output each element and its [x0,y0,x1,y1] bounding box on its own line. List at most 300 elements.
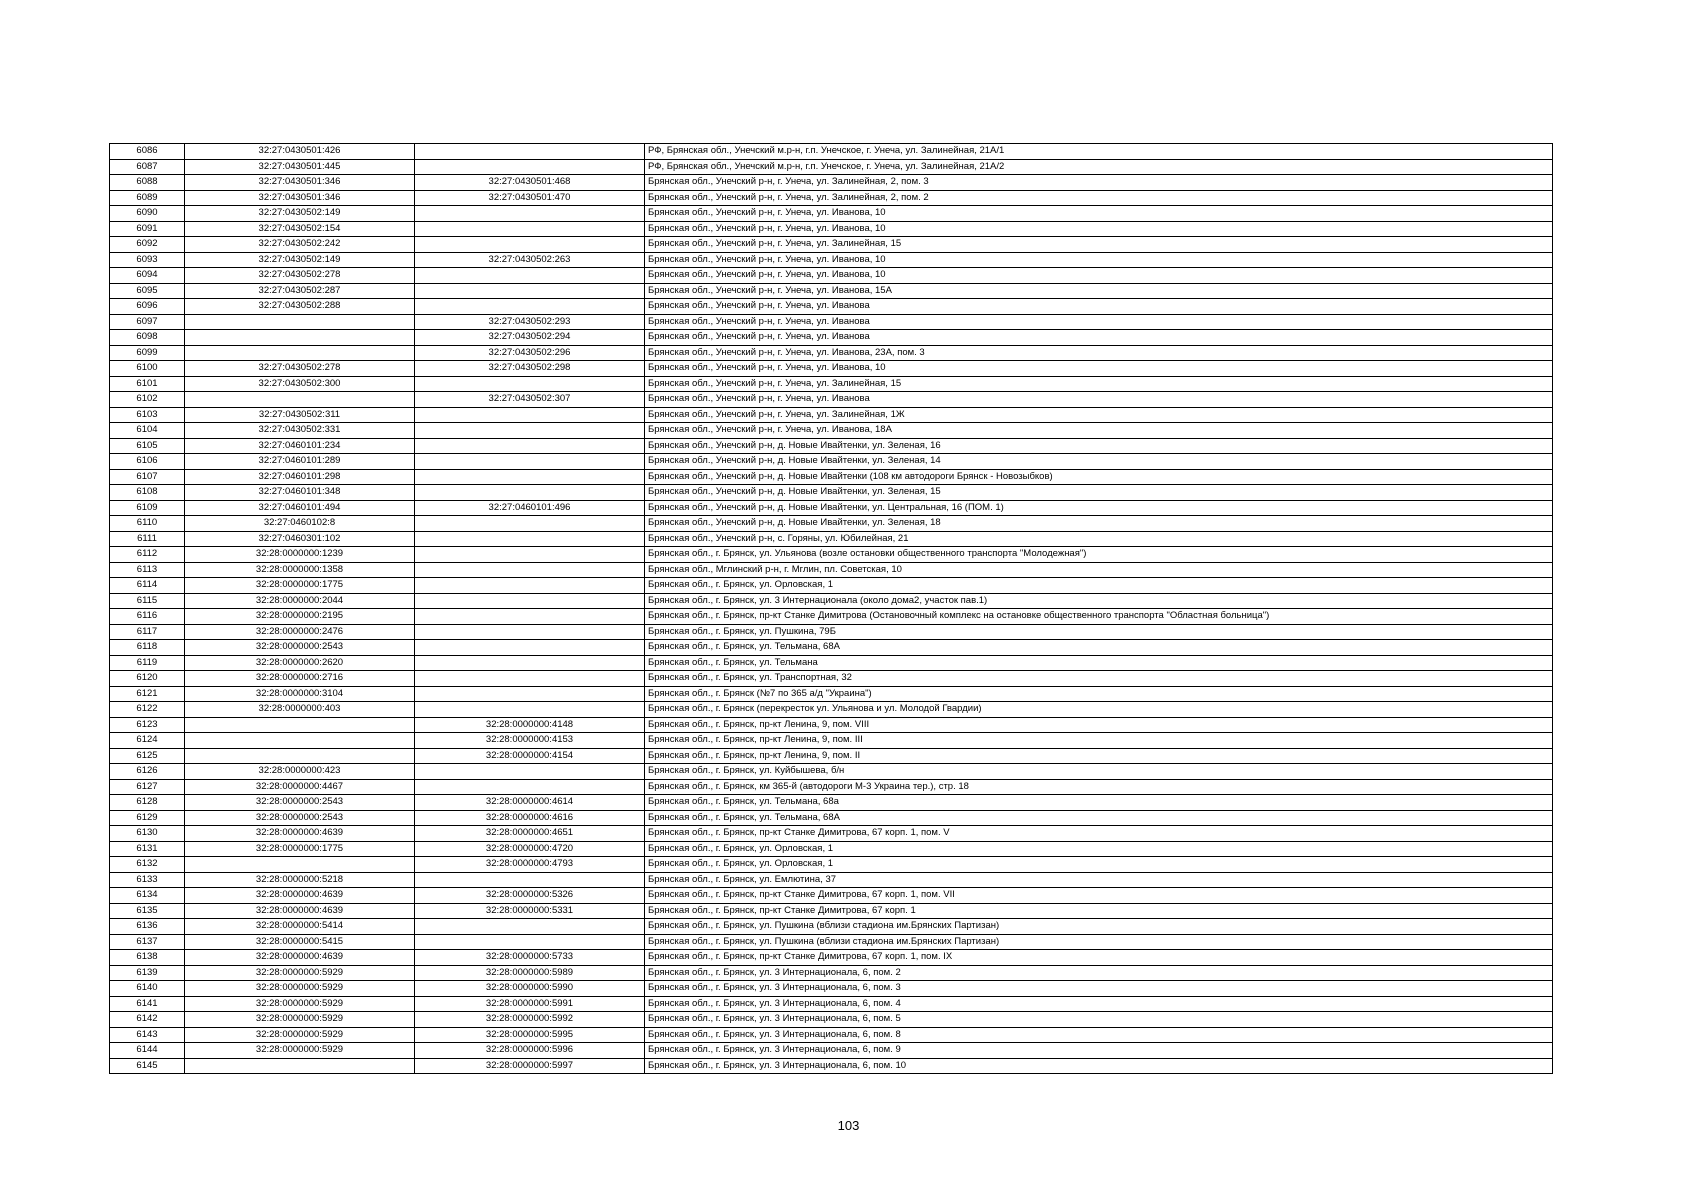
register-table-body [110,144,1553,1074]
cadastral-number-cell: 32:27:0460102:8 [185,516,415,532]
address-cell: Брянская обл., г. Брянск, пр-кт Станке Димитрова, 67 корп. 1, пом. VII [645,888,1553,904]
sub-object-number-cell: 32:28:0000000:4154 [415,748,645,764]
table-row [110,144,1553,160]
row-number-cell: 6104 [110,423,185,439]
table-row [110,872,1553,888]
address-cell: РФ, Брянская обл., Унечский м.р-н, г.п. Унечское, г. Унеча, ул. Залинейная, 21А/1 [645,144,1553,160]
row-number-cell: 6093 [110,252,185,268]
sub-object-number-cell [415,206,645,222]
cadastral-number-cell [185,733,415,749]
address-cell: Брянская обл., Унечский р-н, г. Унеча, ул. Иванова [645,299,1553,315]
row-number-cell: 6119 [110,655,185,671]
address-cell: Брянская обл., г. Брянск, ул. Пушкина (вблизи стадиона им.Брянских Партизан) [645,934,1553,950]
sub-object-number-cell: 32:28:0000000:5331 [415,903,645,919]
table-row [110,578,1553,594]
cadastral-number-cell: 32:27:0430501:426 [185,144,415,160]
table-row [110,702,1553,718]
cadastral-number-cell [185,717,415,733]
row-number-cell: 6094 [110,268,185,284]
cadastral-number-cell: 32:27:0430502:311 [185,407,415,423]
address-cell: Брянская обл., г. Брянск, ул. 3 Интернационала, 6, пом. 2 [645,965,1553,981]
table-row [110,500,1553,516]
sub-object-number-cell: 32:28:0000000:5326 [415,888,645,904]
address-cell: Брянская обл., Унечский р-н, г. Унеча, ул. Иванова, 10 [645,268,1553,284]
cadastral-number-cell: 32:28:0000000:2543 [185,795,415,811]
table-row [110,1043,1553,1059]
table-row [110,562,1553,578]
row-number-cell: 6106 [110,454,185,470]
sub-object-number-cell [415,283,645,299]
table-row [110,624,1553,640]
address-cell: Брянская обл., Унечский р-н, г. Унеча, ул. Иванова [645,392,1553,408]
table-row [110,655,1553,671]
table-row [110,934,1553,950]
sub-object-number-cell: 32:28:0000000:5990 [415,981,645,997]
sub-object-number-cell [415,485,645,501]
sub-object-number-cell [415,438,645,454]
address-cell: Брянская обл., Унечский р-н, г. Унеча, ул. Залинейная, 15 [645,237,1553,253]
row-number-cell: 6127 [110,779,185,795]
cadastral-number-cell: 32:28:0000000:423 [185,764,415,780]
row-number-cell: 6112 [110,547,185,563]
row-number-cell: 6091 [110,221,185,237]
cadastral-number-cell: 32:28:0000000:2543 [185,640,415,656]
cadastral-number-cell: 32:27:0430501:445 [185,159,415,175]
table-row [110,795,1553,811]
sub-object-number-cell [415,407,645,423]
address-cell: Брянская обл., г. Брянск, ул. 3 Интернационала, 6, пом. 10 [645,1058,1553,1074]
cadastral-number-cell: 32:28:0000000:1775 [185,841,415,857]
table-row [110,361,1553,377]
cadastral-number-cell: 32:28:0000000:4639 [185,826,415,842]
sub-object-number-cell: 32:27:0430502:293 [415,314,645,330]
table-row [110,764,1553,780]
sub-object-number-cell [415,671,645,687]
address-cell: Брянская обл., Унечский р-н, г. Унеча, ул. Иванова [645,314,1553,330]
row-number-cell: 6088 [110,175,185,191]
table-row [110,593,1553,609]
row-number-cell: 6140 [110,981,185,997]
table-row [110,733,1553,749]
row-number-cell: 6139 [110,965,185,981]
sub-object-number-cell [415,640,645,656]
sub-object-number-cell [415,578,645,594]
address-cell: Брянская обл., г. Брянск, ул. Транспортная, 32 [645,671,1553,687]
sub-object-number-cell [415,934,645,950]
sub-object-number-cell [415,919,645,935]
address-cell: Брянская обл., г. Брянск, ул. Куйбышева, б/н [645,764,1553,780]
row-number-cell: 6113 [110,562,185,578]
sub-object-number-cell: 32:28:0000000:5733 [415,950,645,966]
table-row [110,407,1553,423]
cadastral-number-cell: 32:28:0000000:2620 [185,655,415,671]
address-cell: Брянская обл., г. Брянск, ул. Орловская, 1 [645,857,1553,873]
cadastral-number-cell: 32:28:0000000:1239 [185,547,415,563]
cadastral-number-cell: 32:28:0000000:4639 [185,950,415,966]
address-cell: Брянская обл., г. Брянск, пр-кт Станке Димитрова, 67 корп. 1, пом. IX [645,950,1553,966]
address-cell: Брянская обл., г. Брянск, ул. Тельмана [645,655,1553,671]
address-cell: Брянская обл., Унечский р-н, д. Новые Ивайтенки, ул. Зеленая, 14 [645,454,1553,470]
table-row [110,686,1553,702]
row-number-cell: 6095 [110,283,185,299]
cadastral-number-cell: 32:27:0430502:288 [185,299,415,315]
table-row [110,314,1553,330]
row-number-cell: 6144 [110,1043,185,1059]
row-number-cell: 6141 [110,996,185,1012]
address-cell: Брянская обл., Унечский р-н, д. Новые Ивайтенки, ул. Зеленая, 18 [645,516,1553,532]
cadastral-number-cell: 32:27:0460101:234 [185,438,415,454]
cadastral-number-cell: 32:27:0430502:149 [185,252,415,268]
row-number-cell: 6103 [110,407,185,423]
row-number-cell: 6126 [110,764,185,780]
row-number-cell: 6135 [110,903,185,919]
row-number-cell: 6102 [110,392,185,408]
table-row [110,1027,1553,1043]
cadastral-number-cell: 32:27:0460301:102 [185,531,415,547]
sub-object-number-cell: 32:28:0000000:4148 [415,717,645,733]
sub-object-number-cell [415,609,645,625]
address-cell: Брянская обл., Унечский р-н, г. Унеча, ул. Иванова, 10 [645,361,1553,377]
row-number-cell: 6131 [110,841,185,857]
address-cell: Брянская обл., г. Брянск, пр-кт Станке Димитрова (Остановочный комплекс на остановке общественного транспорта "Областная больница") [645,609,1553,625]
cadastral-number-cell [185,330,415,346]
row-number-cell: 6108 [110,485,185,501]
sub-object-number-cell: 32:27:0430502:263 [415,252,645,268]
sub-object-number-cell: 32:27:0460101:496 [415,500,645,516]
cadastral-number-cell: 32:28:0000000:403 [185,702,415,718]
sub-object-number-cell: 32:28:0000000:4793 [415,857,645,873]
address-cell: Брянская обл., г. Брянск (№7 по 365 а/д "Украина") [645,686,1553,702]
cadastral-number-cell: 32:27:0430502:331 [185,423,415,439]
cadastral-number-cell: 32:27:0430502:242 [185,237,415,253]
row-number-cell: 6086 [110,144,185,160]
cadastral-number-cell: 32:27:0460101:348 [185,485,415,501]
cadastral-number-cell: 32:27:0430502:278 [185,361,415,377]
property-register-table [109,143,1553,1074]
cadastral-number-cell: 32:28:0000000:5218 [185,872,415,888]
table-row [110,888,1553,904]
table-row [110,268,1553,284]
row-number-cell: 6129 [110,810,185,826]
table-row [110,981,1553,997]
table-row [110,392,1553,408]
address-cell: Брянская обл., Унечский р-н, г. Унеча, ул. Залинейная, 15 [645,376,1553,392]
address-cell: Брянская обл., г. Брянск, ул. 3 Интернационала, 6, пом. 5 [645,1012,1553,1028]
cadastral-number-cell: 32:28:0000000:5929 [185,1012,415,1028]
table-row [110,438,1553,454]
row-number-cell: 6121 [110,686,185,702]
cadastral-number-cell: 32:28:0000000:5929 [185,965,415,981]
address-cell: Брянская обл., г. Брянск, пр-кт Станке Димитрова, 67 корп. 1 [645,903,1553,919]
table-row [110,516,1553,532]
address-cell: Брянская обл., г. Брянск, ул. 3 Интернационала, 6, пом. 9 [645,1043,1553,1059]
cadastral-number-cell: 32:28:0000000:5414 [185,919,415,935]
address-cell: Брянская обл., Унечский р-н, г. Унеча, ул. Залинейная, 1Ж [645,407,1553,423]
table-row [110,717,1553,733]
row-number-cell: 6133 [110,872,185,888]
address-cell: Брянская обл., г. Брянск, ул. Ульянова (возле остановки общественного транспорта "Молодежная") [645,547,1553,563]
table-row [110,857,1553,873]
sub-object-number-cell [415,624,645,640]
sub-object-number-cell: 32:27:0430501:470 [415,190,645,206]
address-cell: Брянская обл., г. Брянск, ул. Емлютина, 37 [645,872,1553,888]
table-row [110,221,1553,237]
cadastral-number-cell: 32:28:0000000:2543 [185,810,415,826]
row-number-cell: 6087 [110,159,185,175]
row-number-cell: 6124 [110,733,185,749]
row-number-cell: 6125 [110,748,185,764]
sub-object-number-cell: 32:28:0000000:4651 [415,826,645,842]
sub-object-number-cell [415,686,645,702]
sub-object-number-cell: 32:27:0430502:307 [415,392,645,408]
cadastral-number-cell: 32:27:0430501:346 [185,175,415,191]
address-cell: Брянская обл., Мглинский р-н, г. Мглин, пл. Советская, 10 [645,562,1553,578]
sub-object-number-cell [415,779,645,795]
address-cell: Брянская обл., г. Брянск, ул. Тельмана, 68А [645,640,1553,656]
table-row [110,159,1553,175]
row-number-cell: 6122 [110,702,185,718]
table-row [110,206,1553,222]
address-cell: Брянская обл., г. Брянск, км 365-й (автодороги М-3 Украина тер.), стр. 18 [645,779,1553,795]
sub-object-number-cell [415,469,645,485]
address-cell: Брянская обл., Унечский р-н, г. Унеча, ул. Иванова, 15А [645,283,1553,299]
address-cell: Брянская обл., Унечский р-н, д. Новые Ивайтенки, ул. Центральная, 16 (ПОМ. 1) [645,500,1553,516]
table-row [110,299,1553,315]
sub-object-number-cell: 32:28:0000000:5989 [415,965,645,981]
cadastral-number-cell [185,314,415,330]
table-row [110,919,1553,935]
sub-object-number-cell [415,547,645,563]
table-row [110,345,1553,361]
cadastral-number-cell: 32:28:0000000:5929 [185,996,415,1012]
table-row [110,810,1553,826]
table-row [110,950,1553,966]
table-row [110,252,1553,268]
cadastral-number-cell: 32:28:0000000:5929 [185,1043,415,1059]
address-cell: Брянская обл., Унечский р-н, д. Новые Ивайтенки, ул. Зеленая, 15 [645,485,1553,501]
table-row [110,671,1553,687]
address-cell: Брянская обл., г. Брянск, ул. 3 Интернационала, 6, пом. 8 [645,1027,1553,1043]
row-number-cell: 6123 [110,717,185,733]
table-row [110,175,1553,191]
row-number-cell: 6115 [110,593,185,609]
row-number-cell: 6105 [110,438,185,454]
sub-object-number-cell [415,268,645,284]
address-cell: РФ, Брянская обл., Унечский м.р-н, г.п. Унечское, г. Унеча, ул. Залинейная, 21А/2 [645,159,1553,175]
address-cell: Брянская обл., Унечский р-н, г. Унеча, ул. Залинейная, 2, пом. 3 [645,175,1553,191]
address-cell: Брянская обл., г. Брянск, пр-кт Ленина, 9, пом. II [645,748,1553,764]
row-number-cell: 6137 [110,934,185,950]
sub-object-number-cell: 32:28:0000000:4153 [415,733,645,749]
row-number-cell: 6128 [110,795,185,811]
sub-object-number-cell [415,376,645,392]
table-row [110,237,1553,253]
row-number-cell: 6107 [110,469,185,485]
address-cell: Брянская обл., г. Брянск, ул. Орловская, 1 [645,578,1553,594]
sub-object-number-cell [415,764,645,780]
sub-object-number-cell [415,454,645,470]
table-row [110,640,1553,656]
row-number-cell: 6142 [110,1012,185,1028]
cadastral-number-cell [185,748,415,764]
address-cell: Брянская обл., Унечский р-н, с. Горяны, ул. Юбилейная, 21 [645,531,1553,547]
address-cell: Брянская обл., Унечский р-н, г. Унеча, ул. Иванова, 18А [645,423,1553,439]
cadastral-number-cell: 32:27:0460101:298 [185,469,415,485]
row-number-cell: 6109 [110,500,185,516]
cadastral-number-cell: 32:28:0000000:2716 [185,671,415,687]
row-number-cell: 6110 [110,516,185,532]
sub-object-number-cell: 32:27:0430502:296 [415,345,645,361]
table-row [110,330,1553,346]
sub-object-number-cell: 32:28:0000000:4614 [415,795,645,811]
cadastral-number-cell: 32:28:0000000:1775 [185,578,415,594]
cadastral-number-cell: 32:28:0000000:3104 [185,686,415,702]
row-number-cell: 6099 [110,345,185,361]
row-number-cell: 6136 [110,919,185,935]
address-cell: Брянская обл., г. Брянск, ул. 3 Интернационала, 6, пом. 4 [645,996,1553,1012]
row-number-cell: 6143 [110,1027,185,1043]
table-row [110,779,1553,795]
sub-object-number-cell [415,516,645,532]
table-row [110,283,1553,299]
address-cell: Брянская обл., Унечский р-н, д. Новые Ивайтенки (108 км автодороги Брянск - Новозыбков) [645,469,1553,485]
address-cell: Брянская обл., г. Брянск, пр-кт Ленина, 9, пом. III [645,733,1553,749]
address-cell: Брянская обл., г. Брянск, ул. Тельмана, 68А [645,810,1553,826]
table-row [110,454,1553,470]
table-row [110,485,1553,501]
table-row [110,748,1553,764]
table-row [110,1058,1553,1074]
row-number-cell: 6116 [110,609,185,625]
sub-object-number-cell [415,872,645,888]
cadastral-number-cell: 32:27:0430502:149 [185,206,415,222]
cadastral-number-cell: 32:28:0000000:2476 [185,624,415,640]
address-cell: Брянская обл., г. Брянск (перекресток ул. Ульянова и ул. Молодой Гвардии) [645,702,1553,718]
sub-object-number-cell: 32:27:0430502:294 [415,330,645,346]
sub-object-number-cell [415,159,645,175]
cadastral-number-cell [185,392,415,408]
address-cell: Брянская обл., Унечский р-н, г. Унеча, ул. Иванова [645,330,1553,346]
row-number-cell: 6130 [110,826,185,842]
cadastral-number-cell: 32:28:0000000:5929 [185,981,415,997]
cadastral-number-cell: 32:28:0000000:2044 [185,593,415,609]
cadastral-number-cell: 32:27:0430502:287 [185,283,415,299]
row-number-cell: 6092 [110,237,185,253]
table-row [110,469,1553,485]
sub-object-number-cell: 32:28:0000000:4720 [415,841,645,857]
sub-object-number-cell: 32:28:0000000:5996 [415,1043,645,1059]
cadastral-number-cell: 32:28:0000000:1358 [185,562,415,578]
address-cell: Брянская обл., г. Брянск, ул. Тельмана, 68а [645,795,1553,811]
row-number-cell: 6118 [110,640,185,656]
address-cell: Брянская обл., г. Брянск, ул. Пушкина (вблизи стадиона им.Брянских Партизан) [645,919,1553,935]
table-row [110,826,1553,842]
row-number-cell: 6138 [110,950,185,966]
table-row [110,1012,1553,1028]
cadastral-number-cell [185,1058,415,1074]
row-number-cell: 6132 [110,857,185,873]
address-cell: Брянская обл., Унечский р-н, г. Унеча, ул. Иванова, 10 [645,221,1553,237]
row-number-cell: 6101 [110,376,185,392]
address-cell: Брянская обл., г. Брянск, пр-кт Станке Димитрова, 67 корп. 1, пом. V [645,826,1553,842]
sub-object-number-cell [415,237,645,253]
row-number-cell: 6145 [110,1058,185,1074]
row-number-cell: 6097 [110,314,185,330]
sub-object-number-cell [415,655,645,671]
table-row [110,965,1553,981]
page-number: 103 [837,1118,860,1133]
row-number-cell: 6120 [110,671,185,687]
cadastral-number-cell: 32:28:0000000:4639 [185,888,415,904]
row-number-cell: 6117 [110,624,185,640]
row-number-cell: 6100 [110,361,185,377]
cadastral-number-cell: 32:27:0430502:278 [185,268,415,284]
row-number-cell: 6090 [110,206,185,222]
address-cell: Брянская обл., г. Брянск, ул. Пушкина, 79Б [645,624,1553,640]
address-cell: Брянская обл., г. Брянск, ул. Орловская, 1 [645,841,1553,857]
row-number-cell: 6111 [110,531,185,547]
sub-object-number-cell: 32:27:0430502:298 [415,361,645,377]
table-row [110,376,1553,392]
cadastral-number-cell: 32:28:0000000:5415 [185,934,415,950]
row-number-cell: 6114 [110,578,185,594]
table-row [110,423,1553,439]
cadastral-number-cell: 32:28:0000000:5929 [185,1027,415,1043]
sub-object-number-cell [415,423,645,439]
sub-object-number-cell: 32:28:0000000:4616 [415,810,645,826]
table-row [110,841,1553,857]
cadastral-number-cell: 32:27:0430501:346 [185,190,415,206]
table-row [110,609,1553,625]
address-cell: Брянская обл., Унечский р-н, г. Унеча, ул. Залинейная, 2, пом. 2 [645,190,1553,206]
table-row [110,190,1553,206]
address-cell: Брянская обл., Унечский р-н, г. Унеча, ул. Иванова, 10 [645,252,1553,268]
cadastral-number-cell [185,345,415,361]
sub-object-number-cell: 32:28:0000000:5991 [415,996,645,1012]
cadastral-number-cell: 32:27:0460101:289 [185,454,415,470]
address-cell: Брянская обл., Унечский р-н, г. Унеча, ул. Иванова, 10 [645,206,1553,222]
address-cell: Брянская обл., г. Брянск, пр-кт Ленина, 9, пом. VIII [645,717,1553,733]
sub-object-number-cell [415,531,645,547]
sub-object-number-cell [415,221,645,237]
sub-object-number-cell: 32:28:0000000:5995 [415,1027,645,1043]
cadastral-number-cell: 32:27:0460101:494 [185,500,415,516]
row-number-cell: 6134 [110,888,185,904]
sub-object-number-cell [415,702,645,718]
row-number-cell: 6098 [110,330,185,346]
sub-object-number-cell: 32:28:0000000:5997 [415,1058,645,1074]
row-number-cell: 6096 [110,299,185,315]
cadastral-number-cell [185,857,415,873]
table-row [110,996,1553,1012]
sub-object-number-cell [415,593,645,609]
cadastral-number-cell: 32:27:0430502:154 [185,221,415,237]
sub-object-number-cell [415,144,645,160]
table-row [110,547,1553,563]
address-cell: Брянская обл., Унечский р-н, г. Унеча, ул. Иванова, 23А, пом. 3 [645,345,1553,361]
table-row [110,903,1553,919]
table-row [110,531,1553,547]
cadastral-number-cell: 32:28:0000000:4639 [185,903,415,919]
sub-object-number-cell [415,299,645,315]
row-number-cell: 6089 [110,190,185,206]
cadastral-number-cell: 32:27:0430502:300 [185,376,415,392]
cadastral-number-cell: 32:28:0000000:4467 [185,779,415,795]
address-cell: Брянская обл., Унечский р-н, д. Новые Ивайтенки, ул. Зеленая, 16 [645,438,1553,454]
sub-object-number-cell: 32:28:0000000:5992 [415,1012,645,1028]
address-cell: Брянская обл., г. Брянск, ул. 3 Интернационала, 6, пом. 3 [645,981,1553,997]
cadastral-number-cell: 32:28:0000000:2195 [185,609,415,625]
